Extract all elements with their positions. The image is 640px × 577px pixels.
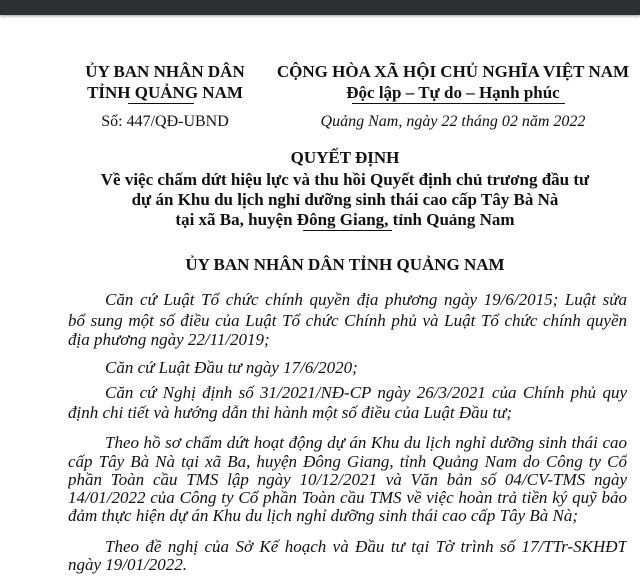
paragraph-line: phần Toàn cầu TMS lập ngày 10/12/2021 và Văn bản số 04/CV-TMS ngày bbox=[68, 470, 627, 489]
subject-line: tại xã Ba, huyện Đông Giang, tỉnh Quảng Nam bbox=[175, 210, 515, 229]
paragraph-line: ngày 19/01/2022. bbox=[68, 555, 187, 574]
national-title: CỘNG HÒA XÃ HỘI CHỦ NGHĨA VIỆT NAM bbox=[276, 62, 630, 81]
paragraph-line: bổ sung một số điều của Luật Tổ chức Chính phủ và Luật Tổ chức chính quyền bbox=[68, 311, 627, 330]
subject-line: Về việc chấm dứt hiệu lực và thu hồi Quyết định chủ trương đầu tư bbox=[100, 170, 590, 189]
place-underline bbox=[303, 230, 392, 231]
national-motto: Độc lập – Tự do – Hạnh phúc bbox=[346, 83, 560, 102]
viewer-top-bar bbox=[0, 0, 640, 15]
issuer-line-2: TỈNH QUẢNG NAM bbox=[87, 83, 243, 102]
place-date: Quảng Nam, ngày 22 tháng 02 năm 2022 bbox=[320, 113, 586, 130]
paragraph-line: Theo hồ sơ chấm dứt hoạt động dự án Khu du lịch nghỉ dưỡng sinh thái cao bbox=[105, 433, 627, 452]
issuer-underline bbox=[128, 103, 194, 104]
paragraph-line: cấp Tây Bà Nà tại xã Ba, huyện Đông Giang, tỉnh Quảng Nam do Công ty Cổ bbox=[68, 452, 627, 471]
paragraph-line: Căn cứ Luật Đầu tư ngày 17/6/2020; bbox=[105, 358, 358, 377]
document-number: Số: 447/QĐ-UBND bbox=[101, 113, 229, 130]
paragraph-line: Căn cứ Nghị định số 31/2021/NĐ-CP ngày 26/3/2021 của Chính phủ quy bbox=[105, 383, 627, 402]
paragraph-line: địa phương ngày 22/11/2019; bbox=[68, 330, 270, 349]
motto-underline bbox=[352, 103, 565, 104]
paragraph-line: Căn cứ Luật Tổ chức chính quyền địa phương ngày 19/6/2015; Luật sửa bbox=[105, 290, 627, 309]
paragraph-line: đảm thực hiện dự án Khu du lịch nghỉ dưỡng sinh thái cao cấp Tây Bà Nà; bbox=[68, 506, 579, 525]
issuing-authority: ỦY BAN NHÂN DÂN TỈNH QUẢNG NAM bbox=[185, 255, 505, 274]
subject-line: dự án Khu du lịch nghỉ dưỡng sinh thái cao cấp Tây Bà Nà bbox=[131, 190, 559, 209]
issuer-line-1: ỦY BAN NHÂN DÂN bbox=[85, 62, 245, 81]
paragraph-line: Theo đề nghị của Sở Kế hoạch và Đầu tư tại Tờ trình số 17/TTr-SKHĐT bbox=[105, 537, 627, 556]
paragraph-line: định chi tiết và hướng dẫn thi hành một số điều của Luật Đầu tư; bbox=[68, 403, 513, 422]
paragraph-line: 14/01/2022 của Công ty Cổ phần Toàn cầu TMS về việc hoàn trả tiền ký quỹ bảo bbox=[68, 488, 627, 507]
decision-heading: QUYẾT ĐỊNH bbox=[290, 148, 400, 167]
